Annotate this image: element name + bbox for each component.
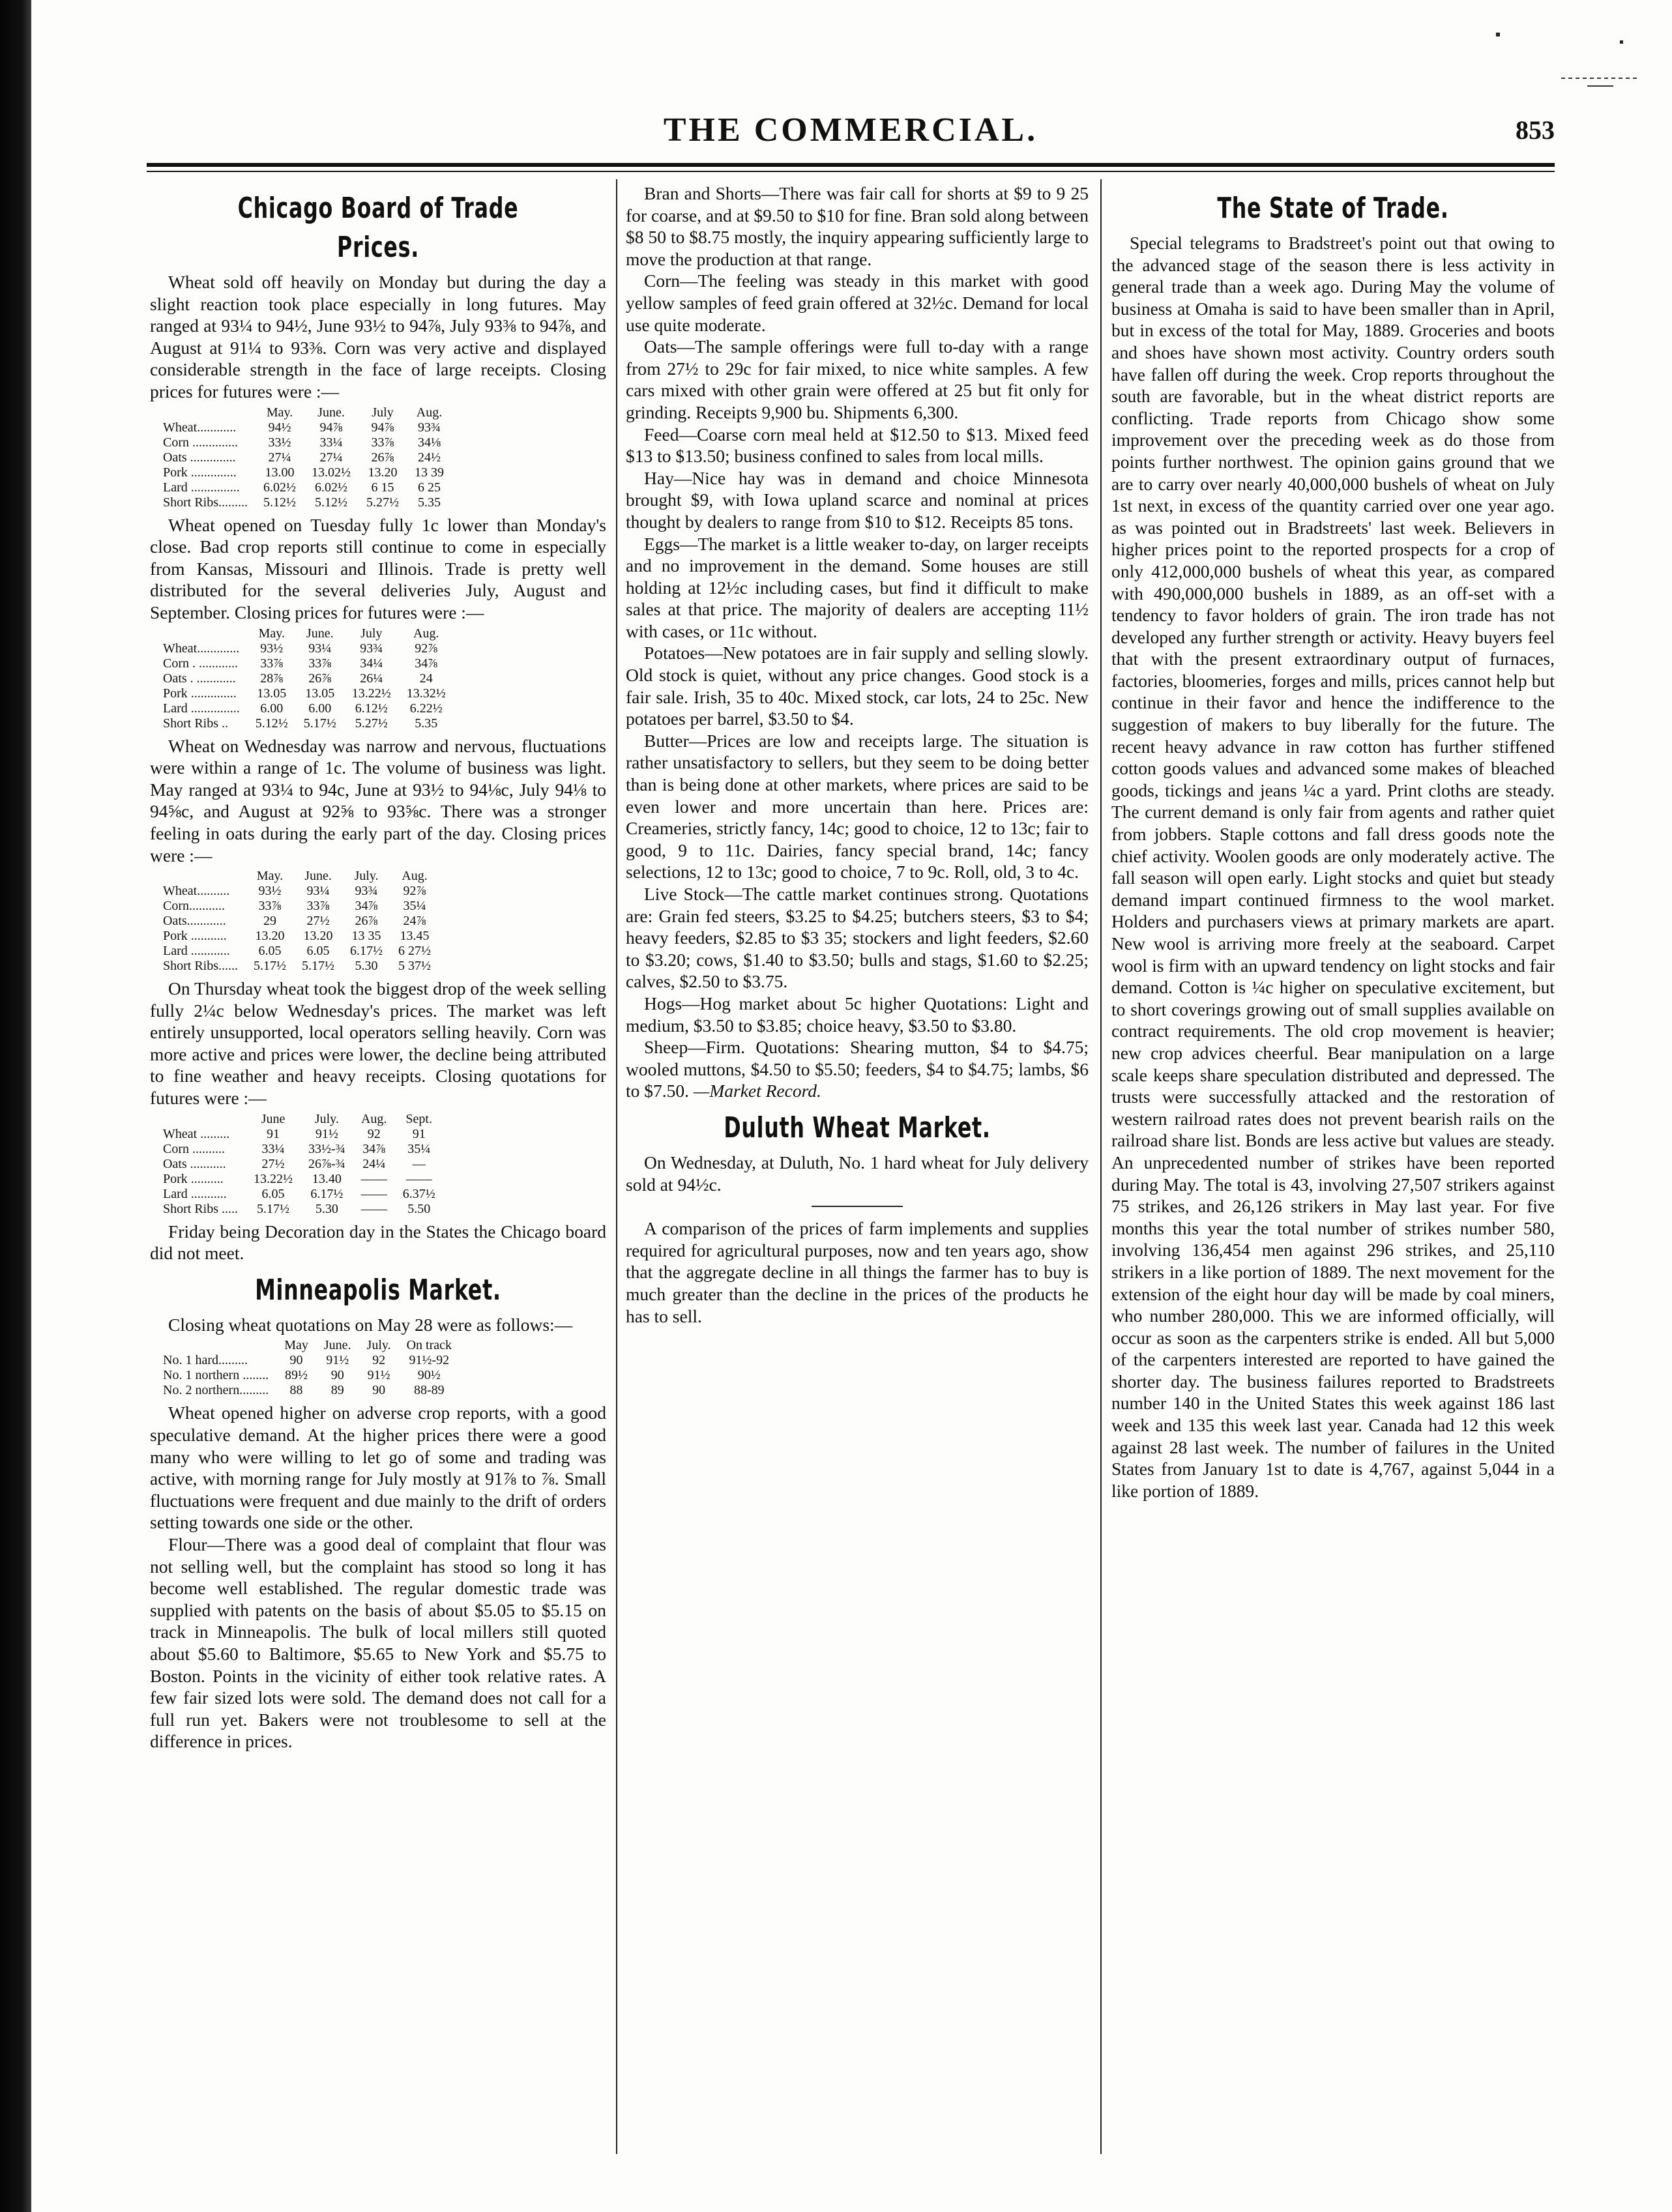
table-cell: 6.00 [260, 701, 284, 716]
table-row [163, 495, 452, 510]
table-cell: 35¼ [407, 1141, 431, 1156]
minneapolis-paragraph: Corn—The feeling was steady in this market with good yellow samples of feed grain offered at 32½c. Demand for local use quite moderate. [626, 270, 1089, 335]
column-1 [150, 182, 606, 1753]
table-cell: 13 39 [415, 465, 445, 480]
table-cell: 6 25 [418, 480, 441, 495]
table-cell: 92 [367, 1126, 381, 1141]
table-header: June. [317, 405, 345, 420]
table-header: July [360, 626, 383, 641]
table-row [163, 1383, 460, 1398]
table-header: June [261, 1111, 286, 1126]
table-cell: 5.35 [415, 716, 438, 731]
minneapolis-paragraph: Oats—The sample offerings were full to-day with a range from 27½ to 29c for fair mixed, to nice white samples. A few cars mixed with other grain were offered at 25 but fit only for grinding. Receipts 9,900 bu. Shipments 6,300. [626, 336, 1089, 422]
table-cell: 6.17½ [350, 944, 383, 959]
table-cell: 13.20 [255, 929, 285, 944]
table-cell: 13.20 [368, 465, 398, 480]
minneapolis-paragraph: Bran and Shorts—There was fair call for shorts at $9 to 9 25 for coarse, and at $9.50 to $10 for fine. Bran sold along between $8 50 to $8.75 mostly, the inquiry appearing sufficiently large to move the production at that range. [626, 183, 1089, 269]
minneapolis-paragraph: Wheat opened higher on adverse crop reports, with a good speculative demand. At the higher prices there were a good many who were willing to let go of some and trading was active, with morning range for July mostly at 91⅞ to ⅞. Small fluctuations were frequent and due mainly to the drift of orders setting towards one side or the other. [150, 1403, 606, 1533]
table-cell: Wheat............ [163, 420, 237, 435]
table-header: Aug. [413, 626, 439, 641]
table-header-row [163, 626, 454, 641]
table-cell: 27¼ [319, 450, 343, 465]
table-cell: Short Ribs .. [163, 716, 229, 731]
table-row [163, 1172, 443, 1187]
table-row [163, 944, 439, 959]
table-header-row [163, 1112, 443, 1127]
table-cell: 5.12½ [255, 716, 288, 731]
table-header: On track [406, 1338, 452, 1353]
table-cell: 34⅞ [355, 899, 378, 914]
table-cell: 6.37½ [402, 1186, 435, 1201]
table-header: May. [258, 626, 285, 641]
table-cell: 33⅞ [306, 899, 330, 914]
table-cell: 91½ [315, 1126, 338, 1141]
table-cell: 29 [263, 914, 277, 929]
table-header [163, 1338, 276, 1353]
table-cell: 6 27½ [398, 944, 432, 959]
table-row [163, 1157, 443, 1172]
table-cell: Lard ........... [163, 1186, 227, 1201]
page-number: 853 [1516, 115, 1555, 145]
table-header-row [163, 869, 439, 884]
table-header: May. [256, 869, 284, 884]
state-of-trade-title: The State of Trade. [1217, 192, 1449, 225]
table-header [163, 626, 248, 641]
table-cell: Oats............ [163, 914, 226, 929]
table-cell: —— [405, 1171, 432, 1186]
table-row [163, 671, 454, 686]
table-cell: 33½-¾ [308, 1141, 345, 1156]
table-cell: 24 [419, 671, 433, 686]
table-cell: 6 15 [371, 480, 394, 495]
table-cell: 90 [289, 1353, 303, 1368]
table-cell: Wheat............. [163, 641, 240, 656]
table-cell: 6.05 [306, 944, 330, 959]
table-cell: 6.00 [308, 701, 332, 716]
table-cell: 13.20 [303, 929, 333, 944]
table-cell: Lard ............... [163, 701, 240, 716]
table-cell: 26⅞ [355, 914, 378, 929]
minneapolis-paragraph: Hogs—Hog market about 5c higher Quotations: Light and medium, $3.50 to $3.85; choice heavy, $3.50 to $3.80. [626, 993, 1089, 1036]
table-cell: 94½ [268, 420, 291, 435]
minneapolis-title: Minneapolis Market. [255, 1273, 501, 1307]
table-cell: 28⅞ [260, 671, 284, 686]
table-header [163, 1112, 246, 1127]
table-header: May [284, 1338, 308, 1353]
table-cell: 13.40 [312, 1171, 342, 1186]
table-header: May. [266, 405, 293, 420]
table-cell: 6.05 [261, 1186, 285, 1201]
table-cell: 13.32½ [406, 686, 446, 701]
table-row [163, 1353, 460, 1368]
table-row [163, 641, 454, 656]
masthead: THE COMMERCIAL. [663, 111, 1038, 149]
table-cell: 13.00 [265, 465, 295, 480]
table-cell: 27¼ [268, 450, 291, 465]
table-cell: No. 1 northern ........ [163, 1368, 269, 1383]
table-row [163, 701, 454, 716]
table-row [163, 420, 452, 435]
table-header: July. [314, 1111, 339, 1126]
table-cell: 91 [412, 1126, 426, 1141]
chicago-monday-table [163, 405, 452, 510]
table-cell: 93½ [258, 884, 282, 899]
table-cell: 34⅞ [362, 1141, 386, 1156]
table-cell: Corn .............. [163, 435, 238, 450]
duluth-paragraph: On Wednesday, at Duluth, No. 1 hard wheat for July delivery sold at 94½c. [626, 1152, 1089, 1195]
table-cell: 5.30 [355, 959, 378, 974]
table-cell: 33⅞ [371, 435, 394, 450]
table-cell: 94⅞ [319, 420, 343, 435]
table-cell: 93½ [260, 641, 284, 656]
minneapolis-table [163, 1338, 460, 1398]
table-cell: Oats . ............ [163, 671, 236, 686]
sheep-text: Sheep—Firm. Quotations: Shearing mutton, $4 to $4.75; wooled muttons, $4.50 to $5.50; feeders, $4 to $4.75; lambs, $6 to $7.50. [626, 1037, 1089, 1101]
scan-artifact-marks [1489, 26, 1646, 98]
table-header: June. [304, 869, 332, 884]
table-header: Aug. [416, 405, 443, 420]
table-cell: 13 35 [351, 929, 381, 944]
table-cell: 92 [372, 1353, 386, 1368]
table-header: July. [366, 1338, 391, 1353]
table-cell: 5.12½ [315, 495, 348, 510]
header-rule [147, 163, 1555, 167]
scan-binding-edge [0, 0, 31, 2212]
table-header: June. [306, 626, 334, 641]
table-cell: 34⅞ [415, 656, 438, 671]
table-cell: —— [360, 1201, 387, 1216]
minneapolis-paragraph: Butter—Prices are low and receipts large. The situation is rather unsatisfactory to sellers, but they seem to be doing better than is being done at other markets, where prices are said to be even lower and more uncertain than here. Prices are: Creameries, strictly fancy, 14c; good to choice, 12 to 13c; fair to good, 9 to 11c. Dairies, fancy special brand, 14c; fancy selections, 12 to 13c; good to choice, 7 to 9c. Roll, old, 3 to 4c. [626, 730, 1089, 882]
table-cell: — [412, 1156, 426, 1171]
table-cell: Wheat.......... [163, 884, 230, 899]
table-cell: 90 [330, 1368, 344, 1383]
table-row [163, 1202, 443, 1217]
table-row [163, 914, 439, 929]
table-cell: 5 37½ [398, 959, 432, 974]
table-cell: 92⅞ [415, 641, 438, 656]
table-row [163, 1127, 443, 1142]
minneapolis-paragraph: Potatoes—New potatoes are in fair supply and selling slowly. Old stock is quiet, without any price changes. Good stock is a fair sale. Irish, 35 to 40c. Mixed stock, car lots, 24 to 25c. New potatoes per barrel, $3.50 to $4. [626, 643, 1089, 729]
table-cell: 91½ [367, 1368, 390, 1383]
table-cell: —— [360, 1186, 387, 1201]
table-cell: 91½ [326, 1353, 349, 1368]
table-cell: 5.27½ [355, 716, 388, 731]
table-cell: 13.02½ [312, 465, 351, 480]
table-cell: 5.17½ [303, 716, 336, 731]
table-row [163, 899, 439, 914]
table-cell: 26⅞ [308, 671, 332, 686]
table-header: Aug. [402, 869, 428, 884]
table-cell: 35¼ [403, 899, 426, 914]
table-cell: 13.05 [257, 686, 287, 701]
table-row [163, 959, 439, 974]
table-cell: 90 [372, 1383, 386, 1398]
table-cell: Short Ribs ..... [163, 1201, 239, 1216]
table-header: July. [354, 869, 379, 884]
header-rule-thin [147, 171, 1555, 172]
table-cell: Corn .......... [163, 1141, 225, 1156]
minneapolis-paragraph: Feed—Coarse corn meal held at $12.50 to $13. Mixed feed $13 to $13.50; business confined to sales from local mills. [626, 424, 1089, 467]
table-cell: 91½-92 [409, 1353, 450, 1368]
table-cell: 13.22½ [254, 1171, 293, 1186]
chicago-thursday-table [163, 1112, 443, 1217]
chicago-tuesday-table [163, 626, 454, 731]
table-cell: 33⅞ [308, 656, 332, 671]
chicago-paragraph: Friday being Decoration day in the States the Chicago board did not meet. [150, 1221, 606, 1264]
chicago-paragraph: Wheat opened on Tuesday fully 1c lower than Monday's close. Bad crop reports still continue to come in especially from Kansas, Missouri and Illinois. Trade is pretty well distributed for the several deliveries July, August and September. Closing prices for futures were :— [150, 514, 606, 622]
table-cell: 33½ [268, 435, 291, 450]
table-header-row [163, 405, 452, 420]
table-cell: 6.02½ [263, 480, 297, 495]
table-cell: 90½ [417, 1368, 441, 1383]
table-cell: Lard ............ [163, 944, 230, 959]
minneapolis-paragraph: Hay—Nice hay was in demand and choice Minnesota brought $9, with Iowa upland scarce and nominal at prices thought by dealers to range from $10 to $12. Receipts 85 tons. [626, 467, 1089, 532]
column-divider [1100, 179, 1102, 2154]
table-cell: 13.05 [305, 686, 335, 701]
source-credit: —Market Record. [693, 1081, 821, 1101]
table-cell: 5.30 [315, 1201, 338, 1216]
table-cell: Oats ........... [163, 1156, 226, 1171]
table-cell: 92⅞ [403, 884, 426, 899]
section-divider [812, 1206, 903, 1207]
table-cell: 33⅞ [258, 899, 282, 914]
table-cell: Pork ........... [163, 929, 227, 944]
table-cell: 33⅞ [260, 656, 284, 671]
table-cell: 34¼ [360, 656, 383, 671]
table-row [163, 1187, 443, 1202]
table-cell: 26⅞ [371, 450, 394, 465]
table-row [163, 480, 452, 495]
table-cell: Wheat ......... [163, 1126, 230, 1141]
column-3 [1111, 182, 1555, 1502]
table-header: June. [323, 1338, 351, 1353]
table-cell: 5.12½ [263, 495, 297, 510]
table-cell: 94⅞ [371, 420, 394, 435]
chicago-paragraph: Wheat on Wednesday was narrow and nervous, fluctuations were within a range of 1c. The volume of business was light. May ranged at 93¼ to 94c, June at 93½ to 94⅛c, July 94⅛ to 94⅝c, and August at 92⅝ to 93⅝c. There was a stronger feeling in oats during the early part of the day. Closing prices were :— [150, 735, 606, 866]
minneapolis-paragraph: Live Stock—The cattle market continues strong. Quotations are: Grain fed steers, $3.25 to $4.25; butchers steers, $3 to $4; heavy feeders, $2.85 to $3 35; stockers and light feeders, $2.60 to $3.20; cows, $1.40 to $3.50; bulls and stags, $1.60 to $2.25; calves, $2.50 to $3.75. [626, 884, 1089, 992]
table-cell: 93¼ [306, 884, 330, 899]
table-header: Aug. [360, 1111, 387, 1126]
table-row [163, 1368, 460, 1383]
table-cell: 5.35 [418, 495, 441, 510]
table-cell: Lard ............... [163, 480, 240, 495]
table-cell: 13.22½ [351, 686, 391, 701]
table-row [163, 656, 454, 671]
state-of-trade-paragraph: Special telegrams to Bradstreet's point out that owing to the advanced stage of the season there is less activity in general trade than a week ago. During May the volume of business at Omaha is said to have been smaller than in April, but in excess of the total for May, 1889. Groceries and boots and shoes have shown most activity. Country orders south have fallen off during the week. Crop reports throughout the south are favorable, but in the wheat district reports are conflicting. Trade reports from Chicago show some improvement over the preceding week as do those from points further northwest. The opinion gains ground that we are to carry over nearly 40,000,000 bushels of wheat on July 1st next, in excess of the quantity carried over one year ago. as was pointed out in Bradstreets' last week. Believers in higher prices point to the reported prospects for a crop of only 412,000,000 bushels of wheat this year, as compared with 490,000,000 bushels in 1889, as an off-set with a tendency to favor holders of grain. The iron trade has not developed any further strength or activity. Heavy buyers feel that with the present extraordinary output of furnaces, factories, bloomeries, forges and mills, prices cannot help but continue in their favor and hence the indifference to the suggestion of makers to buy liberally for the future. The recent heavy advance in raw cotton has further stiffened cotton goods values and advanced some makes of bleached goods, tickings and jeans ¼c a yard. Print cloths are steady. The current demand is only fair from agents and rather quiet from jobbers. Staple cottons and fall dress goods note the chief activity. Woolen goods are only moderately active. The fall season will open early. Light stocks and quiet but steady demand impart continued firmness to the wool market. Holders and purchasers views at primary markets are apart. New wool is arriving more freely at the seaboard. Carpet wool is firm with an upward tendency on light stocks and fair demand. Cotton is ¼c higher on speculative excitement, but to short coverings growing out of small supplies available on contract requirements. The old crop movement is heavier; new crop advices cheerful. Bear manipulation on a large scale keeps share speculation distributed and depressed. The trusts were successfully attacked and the restoration of western railroad rates does not prevent bearish rails on the railroad share list. Bonds are less active but values are steady. An unprecedented number of strikes have been reported during May. The total is 43, involving 27,507 strikers against 75 strikes, and 26,126 strikers in May last year. For five months this year the total number of strikes number 580, involving 136,454 men against 296 strikes, and 25,110 strikers in a like portion of 1889. The next movement for the extension of the eight hour day will be made by coal miners, who number 280,000. This we are informed officially, will occur as soon as the carpenters strike is ended. All but 5,000 of the carpenters interested are reported to have gained the shorter day. The business failures reported to Bradstreets number 140 in the United States this week against 186 last week and 135 this week last year. Canada had 12 this week against 28 last week. The number of failures in the United States from January 1st to date is 4,767, against 5,044 in a like portion of 1889. [1111, 233, 1555, 1501]
table-row [163, 716, 454, 731]
table-cell: 6.02½ [315, 480, 348, 495]
table-row [163, 929, 439, 944]
table-cell: —— [360, 1171, 387, 1186]
table-row [163, 1142, 443, 1157]
table-cell: 6.22½ [409, 701, 443, 716]
table-cell: 6.05 [258, 944, 282, 959]
table-header [163, 869, 246, 884]
table-cell: 93¾ [360, 641, 383, 656]
table-cell: Short Ribs......... [163, 495, 248, 510]
table-cell: No. 2 northern......... [163, 1383, 269, 1398]
chicago-paragraph: Wheat sold off heavily on Monday but during the day a slight reaction took place especially in long futures. May ranged at 93¼ to 94½, June 93½ to 94⅞, July 93⅜ to 94⅞, and August at 91¼ to 93⅜. Corn was very active and displayed considerable strength in the face of large receipts. Closing prices for futures were :— [150, 272, 606, 401]
table-row [163, 884, 439, 899]
chicago-wednesday-table [163, 869, 439, 974]
table-cell: 6.12½ [355, 701, 388, 716]
duluth-title: Duluth Wheat Market. [724, 1111, 991, 1144]
table-cell: 33¼ [261, 1141, 285, 1156]
table-cell: 88-89 [413, 1383, 445, 1398]
table-cell: 24¼ [362, 1156, 386, 1171]
table-cell: Short Ribs...... [163, 959, 239, 974]
table-cell: 13.45 [400, 929, 430, 944]
table-row [163, 686, 454, 701]
table-cell: 91 [267, 1126, 280, 1141]
table-header [163, 405, 256, 420]
table-row [163, 450, 452, 465]
table-cell: 5.17½ [302, 959, 335, 974]
minneapolis-paragraph: Eggs—The market is a little weaker to-day, on larger receipts and no improvement in the demand. Some houses are still holding at 12½c including cases, but find it difficult to make sales at that price. The majority of dealers are accepting 11½ with cases, or 11c without. [626, 533, 1089, 641]
column-2 [626, 182, 1089, 1327]
table-cell: 26⅞-¾ [308, 1156, 345, 1171]
table-cell: Corn . ............ [163, 656, 238, 671]
column-divider [616, 179, 617, 2154]
table-cell: 5.17½ [257, 1201, 290, 1216]
chicago-paragraph: On Thursday wheat took the biggest drop of the week selling fully 2¼c below Wednesday's prices. The market was left entirely unsupported, local operators selling heavily. Corn was more active and prices were lower, the decline being attributed to fine weather and heavy receipts. Closing quotations for futures were :— [150, 978, 606, 1109]
table-cell: 89 [330, 1383, 344, 1398]
table-cell: 5.17½ [254, 959, 287, 974]
table-cell: 27½ [261, 1156, 285, 1171]
table-row [163, 435, 452, 450]
table-header-row [163, 1338, 460, 1353]
table-cell: Pork .......... [163, 1171, 224, 1186]
table-header: Sept. [405, 1111, 432, 1126]
table-cell: 93¼ [308, 641, 332, 656]
minneapolis-paragraph: Closing wheat quotations on May 28 were as follows:— [168, 1314, 573, 1335]
implements-paragraph: A comparison of the prices of farm implements and supplies required for agricultural purposes, now and ten years ago, show that the aggregate decline in all things the farmer has to buy is much greater than the decline in the prices of the products he has to sell. [626, 1218, 1089, 1326]
table-cell: 5.27½ [366, 495, 400, 510]
table-cell: 26¼ [360, 671, 383, 686]
table-cell: Pork .............. [163, 465, 237, 480]
chicago-title: Chicago Board of Trade Prices. [237, 192, 519, 264]
table-cell: No. 1 hard......... [163, 1353, 248, 1368]
table-row [163, 465, 452, 480]
table-cell: Pork .............. [163, 686, 237, 701]
table-cell: 27½ [306, 914, 330, 929]
table-cell: 34⅛ [418, 435, 441, 450]
table-cell: 5.50 [407, 1201, 431, 1216]
table-cell: 24⅞ [403, 914, 426, 929]
table-cell: 93¾ [418, 420, 441, 435]
table-cell: 88 [289, 1383, 303, 1398]
table-cell: 24½ [418, 450, 441, 465]
page-header [147, 111, 1555, 156]
table-cell: Oats .............. [163, 450, 236, 465]
table-header: July [372, 405, 394, 420]
table-cell: 93¾ [355, 884, 378, 899]
table-cell: Corn........... [163, 899, 225, 914]
minneapolis-paragraph [626, 1036, 1089, 1102]
table-cell: 89½ [285, 1368, 308, 1383]
table-cell: 33¼ [319, 435, 343, 450]
table-cell: 6.17½ [310, 1186, 344, 1201]
minneapolis-paragraph: Flour—There was a good deal of complaint that flour was not selling well, but the complaint has stood so long it has become well established. The regular domestic trade was supplied with patents on the basis of about $5.05 to $5.15 on track in Minneapolis. The bulk of local millers still quoted about $5.60 to Baltimore, $5.65 to New York and $5.75 to Boston. Points in the vicinity of either took relative rates. A few fair sized lots were sold. The demand does not call for a full run yet. Bakers were not troublesome to sell at the difference in prices. [150, 1534, 606, 1752]
